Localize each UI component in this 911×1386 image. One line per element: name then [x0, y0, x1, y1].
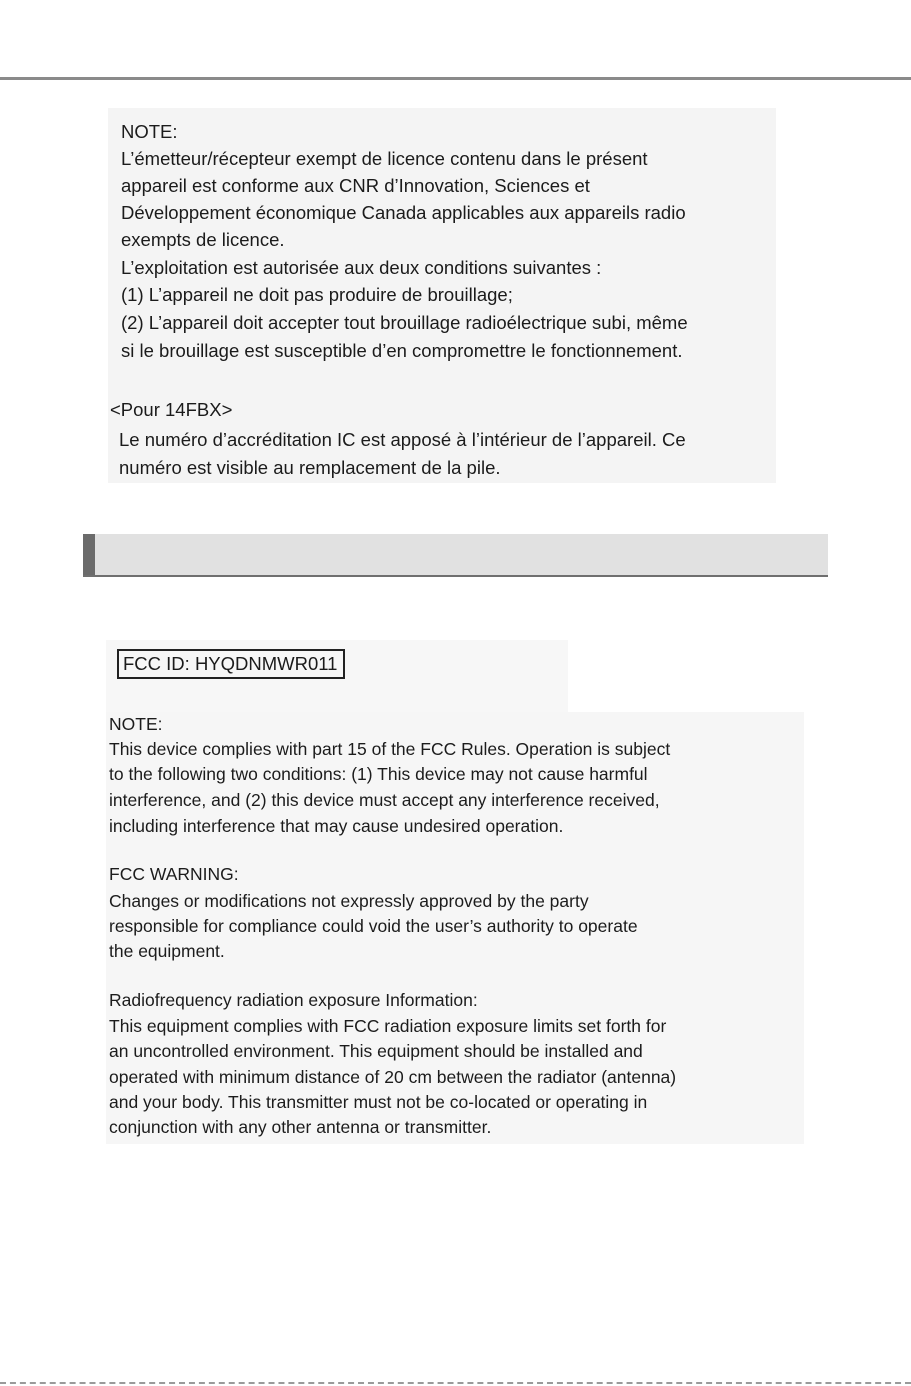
french-note-line: (2) L’appareil doit accepter tout brouillage radioélectrique subi, même	[121, 312, 688, 333]
french-note-line: L’émetteur/récepteur exempt de licence contenu dans le présent	[121, 148, 648, 169]
french-note-heading: NOTE:	[121, 121, 178, 142]
fcc-warning-heading: FCC WARNING:	[109, 864, 239, 884]
french-notice-scan	[108, 108, 776, 483]
fcc-rf-heading: Radiofrequency radiation exposure Information:	[109, 990, 478, 1010]
french-model-line: numéro est visible au remplacement de la pile.	[119, 457, 501, 478]
fcc-warning-line: responsible for compliance could void the user’s authority to operate	[109, 916, 638, 936]
section-header-bar	[83, 534, 828, 577]
fcc-note-heading: NOTE:	[109, 714, 163, 734]
fcc-rf-line: and your body. This transmitter must not be co-located or operating in	[109, 1092, 648, 1112]
fcc-id-label: FCC ID: HYQDNMWR011	[117, 649, 345, 679]
fcc-rf-line: operated with minimum distance of 20 cm between the radiator (antenna)	[109, 1067, 677, 1087]
bottom-rule	[0, 1382, 911, 1384]
fcc-note-line: This device complies with part 15 of the FCC Rules. Operation is subject	[109, 739, 671, 759]
fcc-warning-line: the equipment.	[109, 941, 225, 961]
fcc-note-line: to the following two conditions: (1) This device may not cause harmful	[109, 764, 648, 784]
french-note-line: si le brouillage est susceptible d’en compromettre le fonctionnement.	[121, 340, 683, 361]
fcc-note-line: including interference that may cause undesired operation.	[109, 816, 564, 836]
french-note-line: L’exploitation est autorisée aux deux conditions suivantes :	[121, 257, 602, 278]
french-model-line: Le numéro d’accréditation IC est apposé à l’intérieur de l’appareil. Ce	[119, 429, 686, 450]
top-rule	[0, 77, 911, 80]
french-note-line: Développement économique Canada applicables aux appareils radio	[121, 202, 686, 223]
french-note-line: appareil est conforme aux CNR d’Innovation, Sciences et	[121, 175, 590, 196]
fcc-rf-line: an uncontrolled environment. This equipment should be installed and	[109, 1041, 643, 1061]
french-note-line: (1) L’appareil ne doit pas produire de brouillage;	[121, 284, 513, 305]
fcc-rf-line: conjunction with any other antenna or transmitter.	[109, 1117, 492, 1137]
section-bar-accent	[83, 534, 95, 575]
fcc-rf-line: This equipment complies with FCC radiation exposure limits set forth for	[109, 1016, 667, 1036]
fcc-note-line: interference, and (2) this device must accept any interference received,	[109, 790, 660, 810]
french-model-heading: <Pour 14FBX>	[110, 399, 233, 420]
fcc-warning-line: Changes or modifications not expressly approved by the party	[109, 891, 589, 911]
french-note-line: exempts de licence.	[121, 229, 285, 250]
